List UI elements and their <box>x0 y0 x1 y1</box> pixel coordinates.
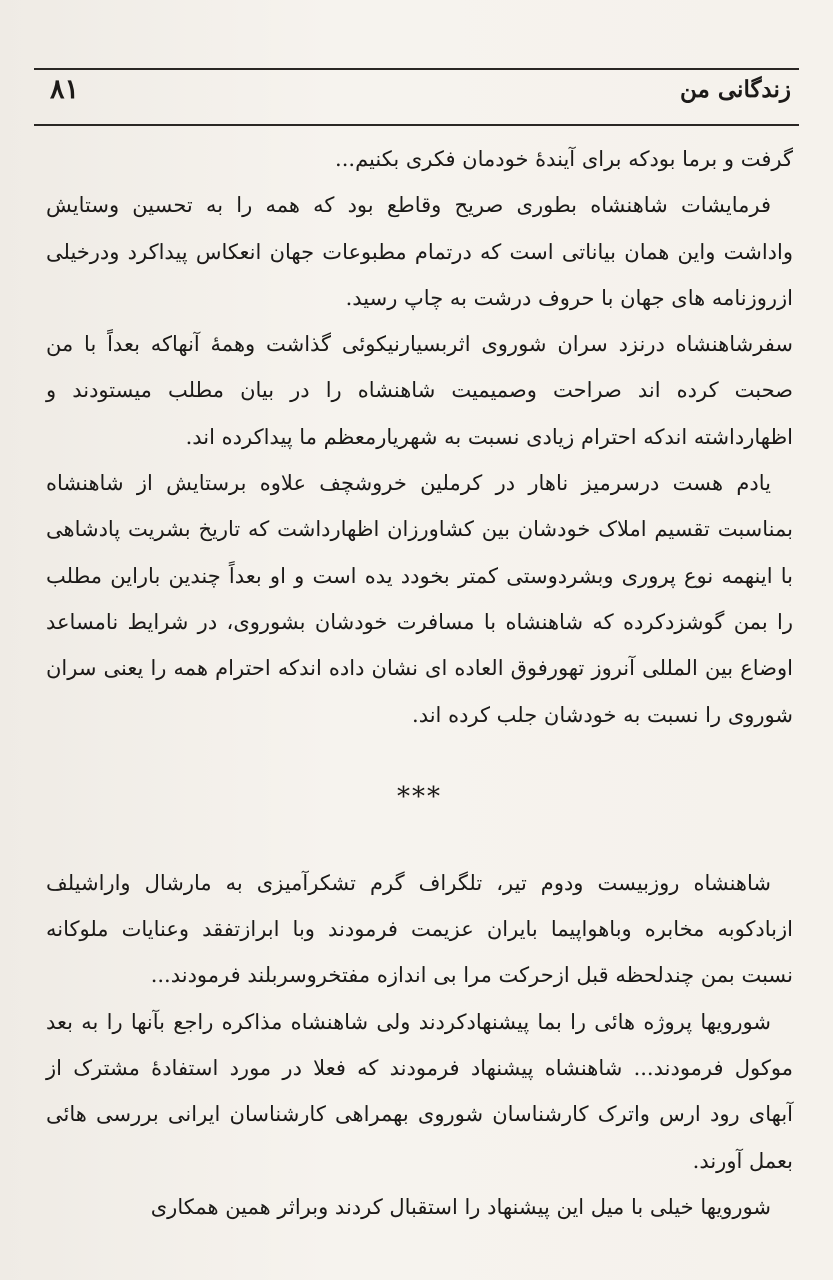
page-header <box>34 68 799 126</box>
page-body <box>46 136 793 1230</box>
page-number: ۸۱ <box>50 74 80 105</box>
section-separator: *** <box>397 781 442 812</box>
paragraph: گرفت و برما بودکه برای آیندهٔ خودمان فکری بکنیم... <box>335 147 793 171</box>
paragraph: شورویها خیلی با میل این پیشنهاد را استقبال کردند وبراثر همین همکاری <box>150 1194 771 1219</box>
paragraph: سفرشاهنشاه درنزد سران شوروی اثربسیارنیکوئی گذاشت وهمهٔ آنهاکه بعداً با من صحبت کرده اند صراحت وصمیمیت شاهنشاه را در بیان مطلب میستودند و اظهارداشته اندکه احترام زیادی نسبت به شهریارمعظم ما پیداکرده اند. <box>46 332 793 449</box>
running-title: زندگانی من <box>680 76 791 103</box>
paragraph: شاهنشاه روزبیست ودوم تیر، تلگراف گرم تشکرآمیزی به مارشال واراشیلف ازبادکوبه مخابره وباهواپیما بایران عزیمت فرمودند وبا ابرازتفقد وعنایات ملوکانه نسبت بمن چندلحظه قبل ازحرکت مرا بی اندازه مفتخروسربلند فرمودند... <box>46 870 793 988</box>
paragraph: فرمایشات شاهنشاه بطوری صریح وقاطع بود که همه را به تحسین وستایش واداشت واین همان بیاناتی است که درتمام مطبوعات جهان انعکاس پیداکرد ودرخیلی ازروزنامه های جهان با حروف درشت به چاپ رسید. <box>46 193 793 310</box>
paragraph: شورویها پروژه هائی را بما پیشنهادکردند ولی شاهنشاه مذاکره راجع بآنها را به بعد موکول فرمودند... شاهنشاه پیشنهاد فرمودند که فعلا در مورد استفادهٔ مشترک از آبهای رود ارس واترک کارشناسان شوروی بهمراهی کارشناسان ایرانی بررسی هائی بعمل آورند. <box>46 1009 793 1173</box>
paragraph: یادم هست درسرمیز ناهار در کرملین خروشچف علاوه برستایش از شاهنشاه بمناسبت تقسیم املاک خودشان بین کشاورزان اظهارداشت که تاریخ بشریت پادشاهی با اینهمه نوع پروری وبشردوستی کمتر بخودد یده است و او بعداً چندین باراین مطلب را بمن گوشزدکرده که شاهنشاه با مسافرت خودشان بشوروی، در شرایط نامساعد اوضاع بین المللی آنروز تهورفوق العاده ای نشان داده اندکه احترام همه را یعنی سران شوروی را نسبت به خودشان جلب کرده اند. <box>46 471 793 727</box>
